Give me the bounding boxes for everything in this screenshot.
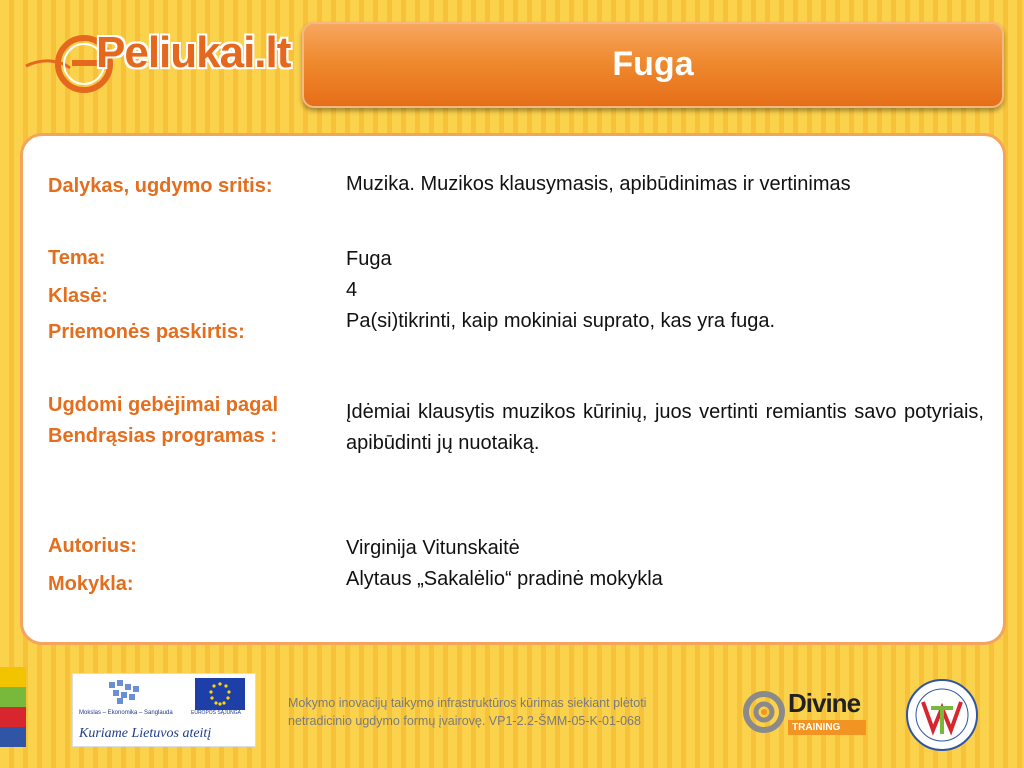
- skills-label-line2: Bendrąsias programas :: [48, 425, 277, 447]
- subject-value: Muzika. Muzikos klausymasis, apibūdinimas ir vertinimas: [346, 173, 851, 195]
- stripe-red: [0, 707, 26, 727]
- logo-text: Peliukai.lt: [96, 28, 291, 77]
- author-label: Autorius:: [48, 535, 137, 557]
- eu-small-text: EUROPOS SĄJUNGA: [191, 710, 242, 716]
- school-label: Mokykla:: [48, 573, 134, 595]
- page-title: Fuga: [612, 44, 694, 83]
- eu-flag-icon: [195, 678, 245, 710]
- divine-training-logo[interactable]: [742, 686, 870, 740]
- eu-partner-logo[interactable]: [72, 673, 256, 747]
- divine-spiral-icon: [742, 690, 786, 734]
- purpose-label: Priemonės paskirtis:: [48, 321, 245, 343]
- grade-value: 4: [346, 279, 358, 301]
- topic-label: Tema:: [48, 247, 106, 269]
- author-value: Virginija Vitunskaitė: [346, 537, 520, 559]
- stripe-yellow: [0, 667, 26, 687]
- divine-sub: TRAINING: [788, 720, 866, 735]
- subject-label: Dalykas, ugdymo sritis:: [48, 175, 273, 197]
- content-panel: [20, 133, 1006, 645]
- school-value: Alytaus „Sakalėlio“ pradinė mokykla: [346, 568, 663, 590]
- purpose-value: Pa(si)tikrinti, kaip mokiniai suprato, kas yra fuga.: [346, 310, 776, 332]
- partner-small-text: Mokslas – Ekonomika – Sanglauda: [79, 710, 173, 716]
- color-stripes: [0, 667, 26, 747]
- skills-label-line1: Ugdomi gebėjimai pagal: [48, 394, 279, 416]
- topic-value: Fuga: [346, 248, 392, 270]
- stripe-green: [0, 687, 26, 707]
- divine-name: Divine: [788, 688, 861, 718]
- project-info: [288, 694, 708, 730]
- title-bar: [302, 22, 1004, 108]
- skills-value: Įdėmiai klausytis muzikos kūrinių, juos vertinti remiantis savo potyriais, apibūdinti jų nuotaiką.: [346, 401, 984, 454]
- partner-slogan: Kuriame Lietuvos ateitį: [79, 726, 212, 741]
- school-seal-icon[interactable]: [905, 678, 979, 752]
- stripe-blue: [0, 727, 26, 747]
- project-line-1: Mokymo inovacijų taikymo infrastruktūros kūrimas siekiant plėtoti: [288, 696, 647, 710]
- project-line-2: netradicinio ugdymo formų įvairovę. VP1-2.2-ŠMM-05-K-01-068: [288, 714, 641, 728]
- grade-label: Klasė:: [48, 285, 109, 307]
